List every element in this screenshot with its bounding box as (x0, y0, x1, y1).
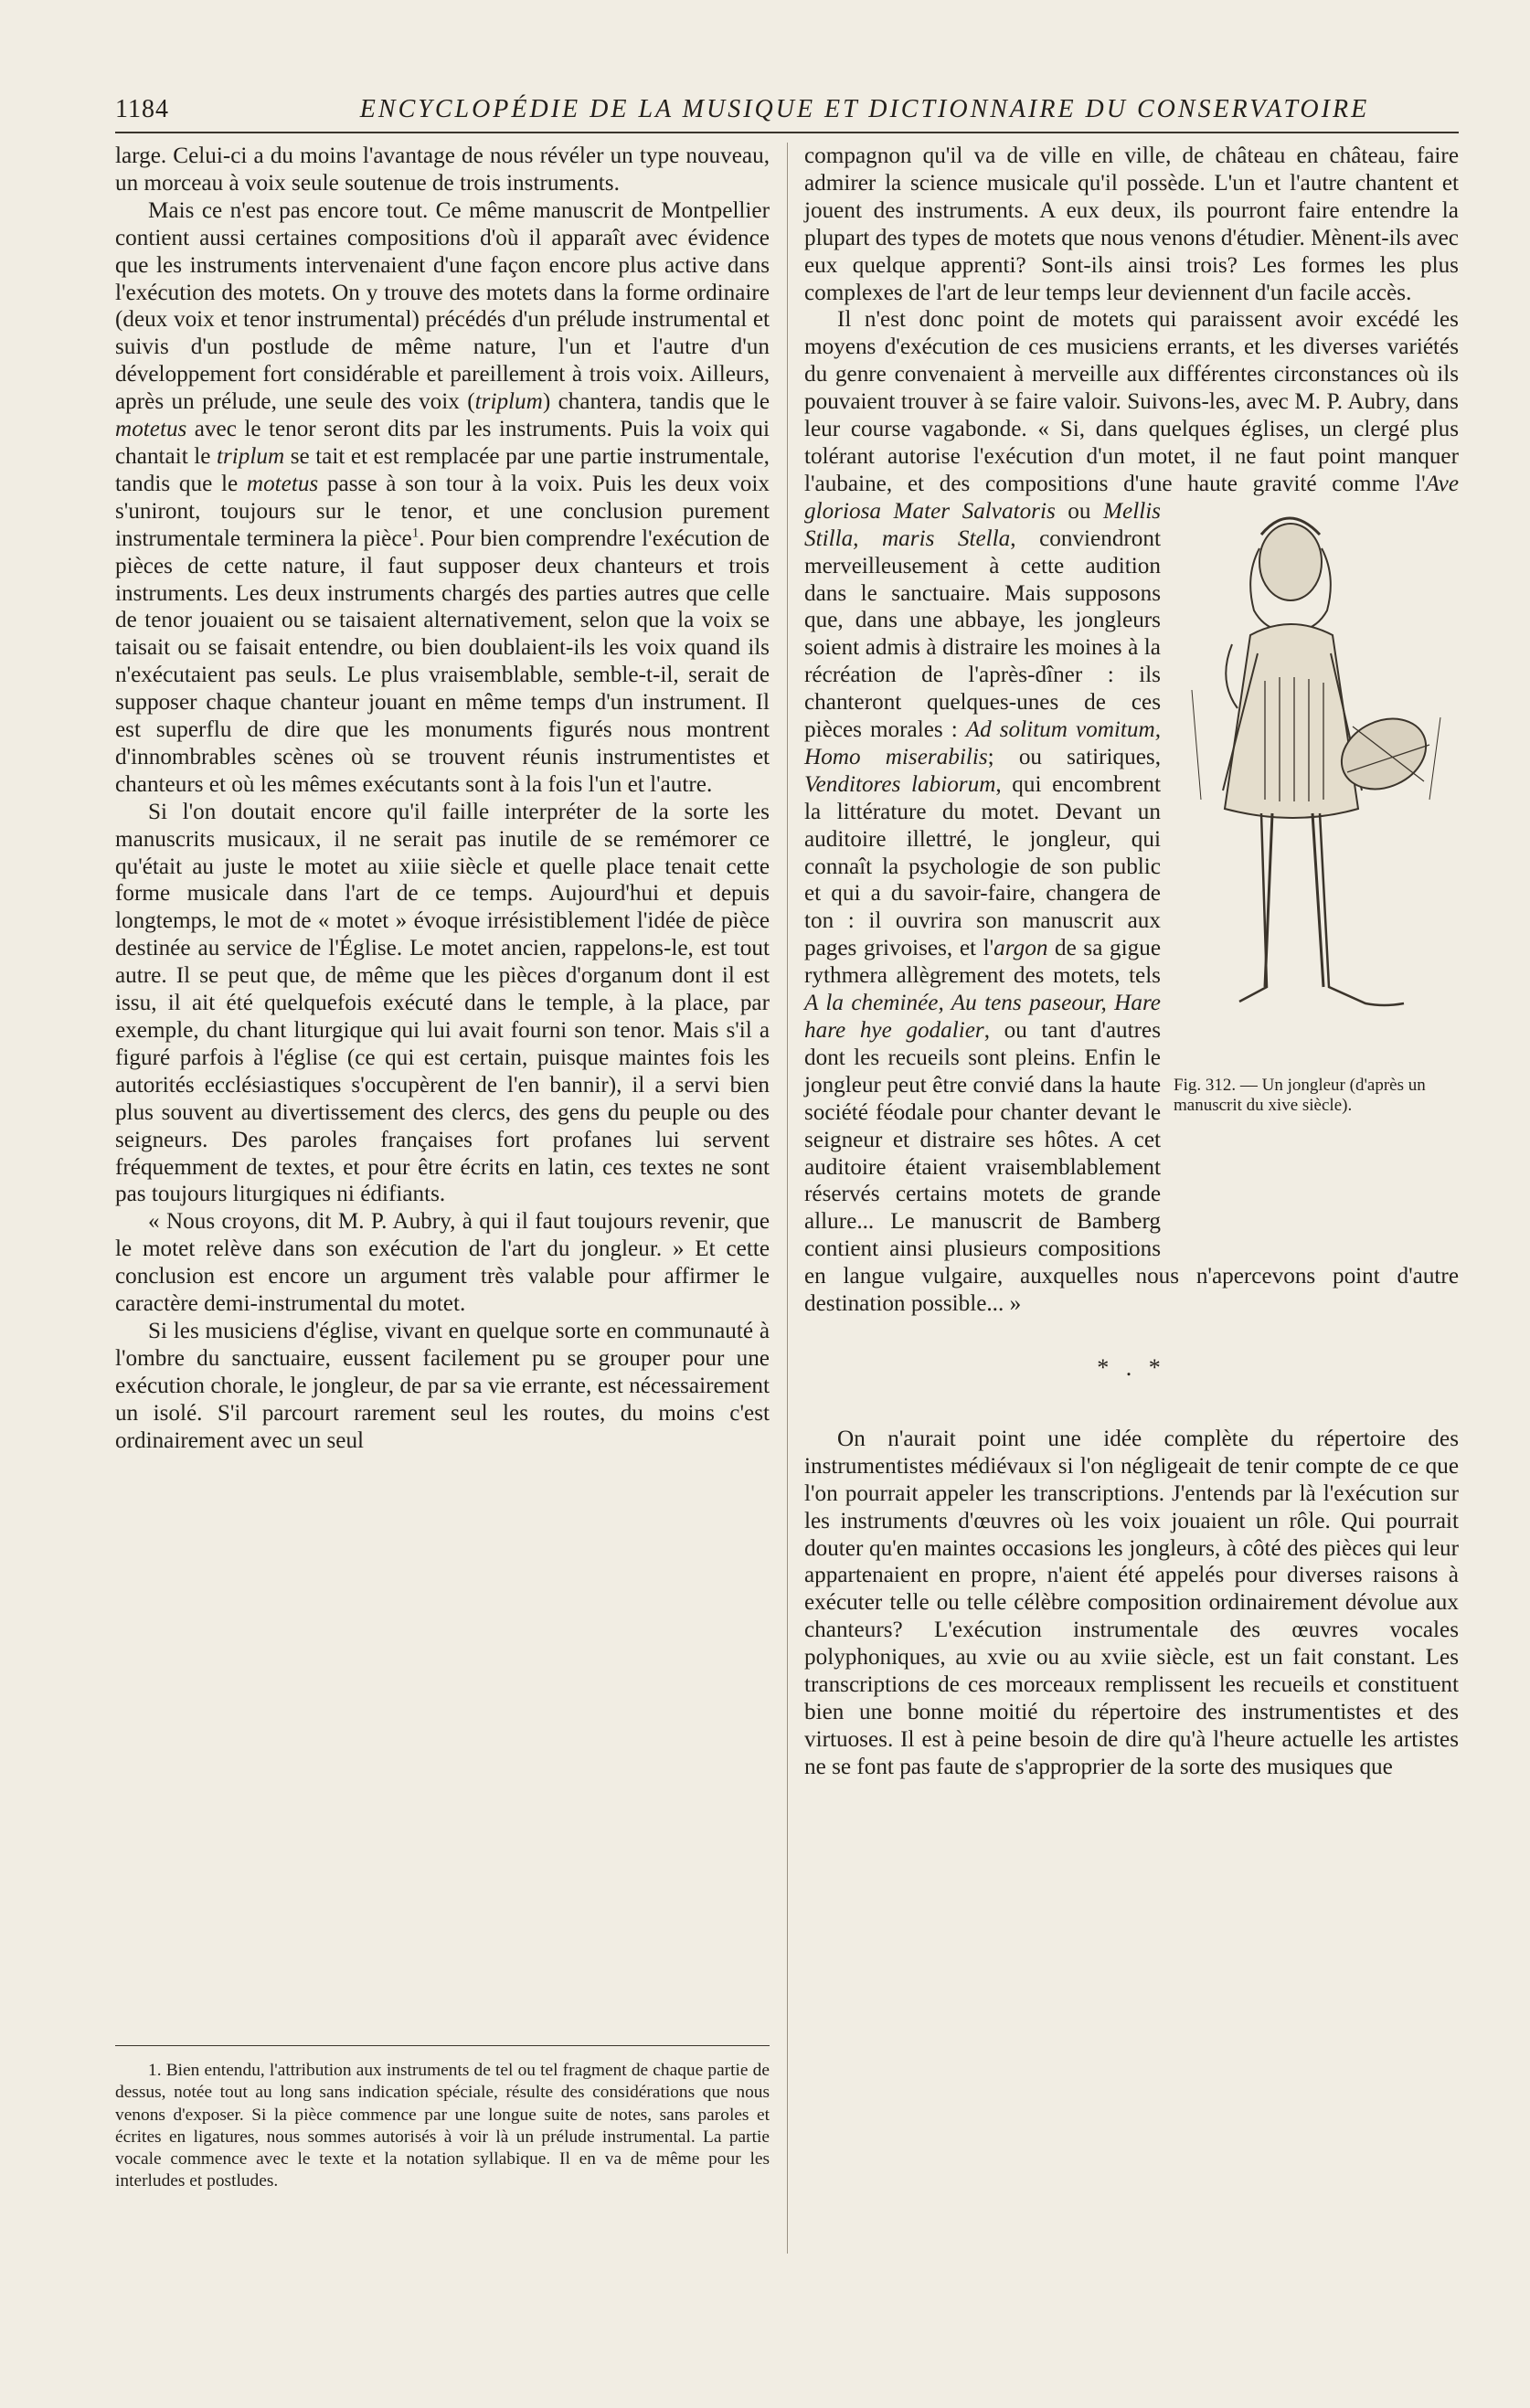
paragraph: Il n'est donc point de motets qui paraissent avoir excédé les moyens d'exécution de ces musiciens errants, et les diverses variétés du genre convenaient à merveille aux différentes circonstances où ils pouvaient trouver à se faire valoir. Suivons-les, avec M. P. Aubry, dans leur course vagabonde. « Si, dans quelques églises, un clergé plus tolérant autorise l'exécution d'un motet, il ne faut point manquer l'aubaine, et des compositions d'une haute gravité comme l' Fig. 312. — Un jongleur (d'après un manuscrit du xive siècle). Ave gloriosa Mater Salvatoris ou Mellis Stilla, maris Stella, conviendront merveilleusement à cette audition dans le sanctuaire. Mais supposons que, dans une abbaye, les jongleurs soient admis à distraire les moines à la récréation de l'après-dîner : ils chanteront quelques-unes de ces pièces morales : Ad solitum vomitum, Homo miserabilis; ou satiriques, Venditores labiorum, qui encombrent la littérature du motet. Devant un auditoire illettré, le jongleur, qui connaît la psychologie de son public et qui a du savoir-faire, changera de ton : il ouvrira son manuscrit aux pages grivoises, et l'argon de sa gigue rythmera allègrement des motets, tels A la cheminée, Au tens paseour, Hare hare hye godalier, ou tant d'autres dont les recueils sont pleins. Enfin le jongleur peut être convié dans la haute société féodale pour chanter devant le seigneur et distraire ses hôtes. A cet auditoire étaient vraisemblablement réservés certains motets de grande allure... Le manuscrit de Bamberg contient ainsi plusieurs compositions en langue vulgaire, auxquelles nous n'apercevons point d'autre destination possible... » (804, 307, 1459, 1317)
paragraph: « Nous croyons, dit M. P. Aubry, à qui il faut toujours revenir, que le motet relève dans son exécution de l'art du jongleur. » Et cette conclusion est encore un argument très valable pour affirmer le caractère demi-instrumental du motet. (115, 1209, 770, 1317)
running-title: ENCYCLOPÉDIE DE LA MUSIQUE ET DICTIONNAIRE DU CONSERVATOIRE (359, 95, 1370, 123)
column-divider (787, 143, 788, 2254)
paragraph: Mais ce n'est pas encore tout. Ce même manuscrit de Montpellier contient aussi certaines compositions d'où il apparaît avec évidence que les instruments intervenaient d'une façon encore plus active dans l'exécution des motets. On y trouve des motets dans la forme ordinaire (deux voix et tenor instrumental) précédés d'un prélude instrumental et suivis d'un postlude de même nature, l'un et l'autre d'un développement fort considérable et pareillement à trois voix. Ailleurs, après un prélude, une seule des voix (triplum) chantera, tandis que le motetus avec le tenor seront dits par les instruments. Puis la voix qui chantait le triplum se tait et est remplacée par une partie instrumentale, tandis que le motetus passe à son tour à la voix. Puis les deux voix s'uniront, toujours sur le tenor, et une conclusion purement instrumentale terminera la pièce$^1$. Pour bien comprendre l'exécution de pièces de cette nature, il faut supposer deux chanteurs et trois instruments. Les deux instruments chargés des parties autres que celle de tenor jouaient ou se taisaient alternativement, selon que la voix se taisait ou se faisait entendre, ou bien doublaient-ils les voix quand ils n'exécutaient pas seuls. Le plus vraisemblable, semble-t-il, serait de supposer chaque chanteur jouant en même temps d'un instrument. Il est superflu de dire que les monuments figurés nous montrent d'innombrables scènes où se trouvent réunis instrumentistes et chanteurs et où les mêmes exécutants sont à la fois l'un et l'autre. (115, 197, 770, 797)
right-column (804, 143, 1459, 1781)
footnote: 1. Bien entendu, l'attribution aux instruments de tel ou tel fragment de chaque partie de dessus, notée tout au long sans indication spéciale, résulte des considérations que nous venons d'exposer. Si la pièce commence par une longue suite de notes, sans paroles et écrites en ligatures, nous sommes autorisés à voir là un prélude instrumental. La partie vocale commence avec le texte et la notation syllabique. Il en va de même pour les interludes et postludes. (115, 2061, 770, 2191)
footnote-ref: 1 (411, 525, 420, 541)
jongleur-illustration (1174, 498, 1459, 1074)
page-number: 1184 (115, 95, 169, 123)
paragraph: compagnon qu'il va de ville en ville, de château en château, faire admirer la science musicale qu'il possède. L'un et l'autre chantent et jouent des instruments. A eux deux, ils pourront faire entendre la plupart des types de motets que nous venons d'étudier. Mènent-ils avec eux quelque apprenti? Sont-ils ainsi trois? Les formes les plus complexes de l'art de leur temps leur deviennent d'un facile accès. (804, 143, 1459, 305)
paragraph: large. Celui-ci a du moins l'avantage de nous révéler un type nouveau, un morceau à voix seule soutenue de trois instruments. (115, 143, 770, 196)
left-column (115, 143, 770, 1455)
paragraph: Si l'on doutait encore qu'il faille interpréter de la sorte les manuscrits musicaux, il ne serait pas inutile de se remémorer ce qu'était au juste le motet au xiiie siècle et quelle place tenait cette forme musicale dans l'art de ce temps. Aujourd'hui et depuis longtemps, le mot de « motet » évoque irrésistiblement l'idée de pièce destinée au service de l'Église. Le motet ancien, rappelons-le, est tout autre. Il se peut que, de même que les pièces d'organum dont il est issu, il ait été quelquefois exécuté dans le temple, à la place, par exemple, du chant liturgique qui lui avait fourni son tenor. Mais s'il a figuré parfois à l'église (ce qui est certain, puisque maintes fois les autorités ecclésiastiques s'occupèrent de l'en bannir), il a servi bien plus souvent au divertissement des clercs, des gens du peuple ou des seigneurs. Des paroles françaises fort profanes lui servent fréquemment de textes, et pour être écrits en latin, ces textes ne sont pas toujours liturgiques ni édifiants. (115, 799, 770, 1207)
paragraph: Si les musiciens d'église, vivant en quelque sorte en communauté à l'ombre du sanctuaire, eussent facilement pu se grouper pour une exécution chorale, le jongleur, de par sa vie errante, est nécessairement un isolé. S'il parcourt rarement seul les routes, du moins c'est ordinairement avec un seul (115, 1318, 770, 1453)
footnote-rule (115, 2045, 770, 2046)
figure-jongleur (1174, 498, 1459, 1253)
paragraph: On n'aurait point une idée complète du répertoire des instrumentistes médiévaux si l'on négligeait de tenir compte de ce que l'on pourrait appeler les transcriptions. J'entends par là l'exécution sur les instruments d'œuvres où les voix jouaient un rôle. Qui pourrait douter qu'en maintes occasions les jongleurs, à côté des pièces qui leur appartenaient en propre, n'aient été appelés pour diverses raisons à exécuter telle ou telle célèbre composition ordinairement dévolue aux chanteurs? L'exécution instrumentale des œuvres vocales polyphoniques, au xvie ou au xviie siècle, est un fait constant. Les transcriptions de ces morceaux remplissent les recueils et constituent bien une bonne moitié du répertoire des instrumentistes et des virtuoses. Il est à peine besoin de dire qu'à l'heure actuelle les artistes ne se font pas faute de s'approprier de la sorte des musiques que (804, 1426, 1459, 1779)
running-header (115, 91, 1459, 133)
figure-caption: Fig. 312. — Un jongleur (d'après un manuscrit du xive siècle). (1174, 1075, 1426, 1115)
section-separator: * . * (1097, 1353, 1166, 1381)
